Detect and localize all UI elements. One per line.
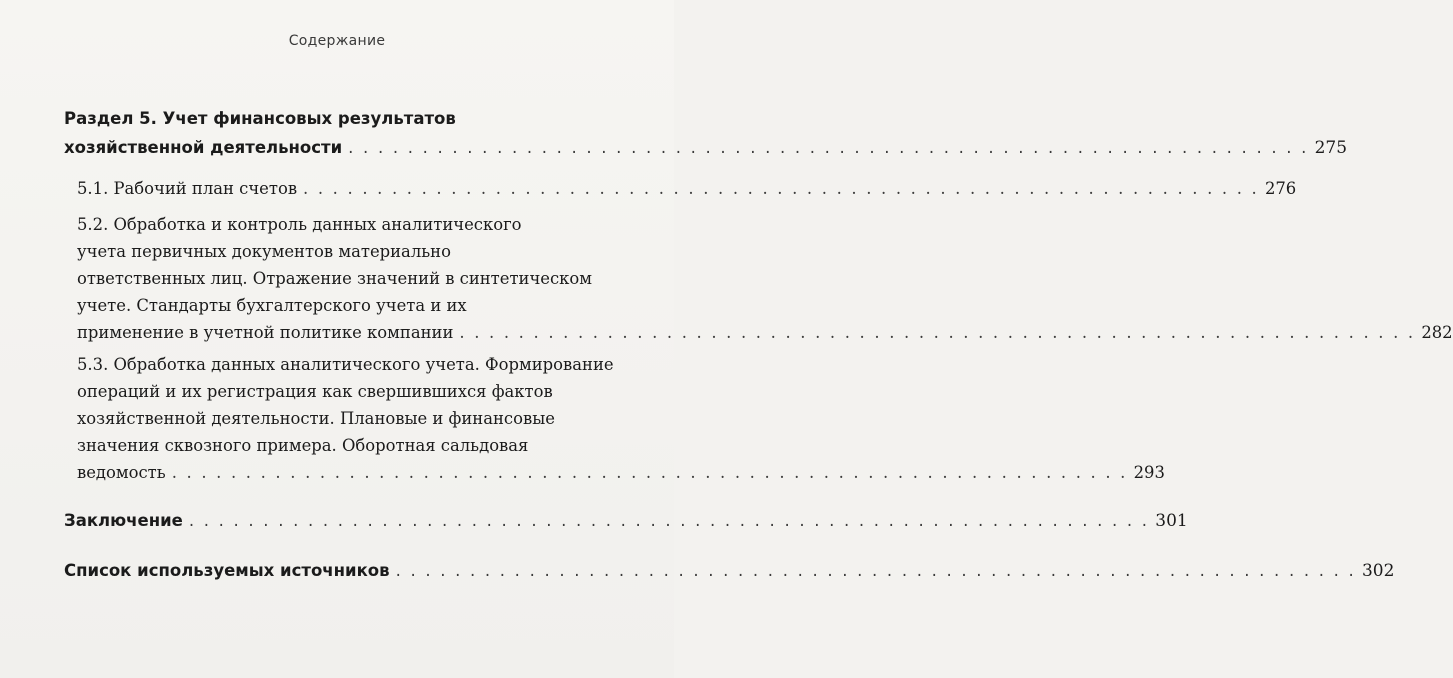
toc-page-number: 293 (1133, 463, 1165, 482)
toc-entry-title-line: учете. Стандарты бухгалтерского учета и их (77, 296, 467, 315)
toc-entry-5-2[interactable] (64, 211, 1453, 346)
toc-entry-title-line: хозяйственной деятельности (64, 138, 343, 157)
toc-entry-leader-row (77, 459, 1165, 486)
toc-page-number: 282 (1421, 323, 1453, 342)
toc-entry-title-line: 5.1. Рабочий план счетов (77, 179, 298, 198)
toc-entry-title-line: Список используемых источников (64, 561, 390, 580)
toc-entry-title-line: Заключение (64, 511, 183, 530)
toc-entry-title-line: 5.3. Обработка данных аналитического учета. Формирование (77, 355, 614, 374)
toc-entry-leader-row (64, 556, 1395, 586)
toc-entry-leader-row (64, 506, 1188, 536)
dot-leader: . . . . . . . . . . . . . . . . . . . . . . . . . . . . . . . . . . . . . . . . . . . . . . . . . . . . . . . . . . . . . . . . . (188, 511, 1150, 530)
table-of-contents (64, 104, 1453, 586)
dot-leader: . . . . . . . . . . . . . . . . . . . . . . . . . . . . . . . . . . . . . . . . . . . . . . . . . . . . . . . . . . . . . . . . . (395, 561, 1356, 580)
toc-entry-title-line: применение в учетной политике компании (77, 323, 454, 342)
toc-entry-conclusion[interactable] (64, 506, 1188, 536)
toc-entry-sources[interactable] (64, 556, 1395, 586)
toc-entry-title-line: ответственных лиц. Отражение значений в синтетическом (77, 269, 593, 288)
toc-entry-title-line: значения сквозного примера. Оборотная сальдовая (77, 436, 529, 455)
toc-entry-5-3[interactable] (64, 351, 1165, 486)
toc-entry-title-line: хозяйственной деятельности. Плановые и финансовые (77, 409, 555, 428)
toc-entry-5-1[interactable] (64, 175, 1297, 202)
toc-page-number: 276 (1264, 179, 1297, 198)
toc-entry-leader-row (77, 319, 1453, 346)
toc-entry-title-line: учета первичных документов материально (77, 242, 451, 261)
dot-leader: . . . . . . . . . . . . . . . . . . . . . . . . . . . . . . . . . . . . . . . . . . . . . . . . . . . . . . . . . . . . . . . . . (171, 463, 1128, 482)
toc-page-number: 301 (1155, 511, 1188, 531)
toc-entry-title-line: 5.2. Обработка и контроль данных аналитического (77, 215, 522, 234)
toc-entry-leader-row (64, 133, 1348, 163)
toc-entry-title-line: Раздел 5. Учет финансовых результатов (64, 109, 456, 128)
toc-entry-leader-row (77, 175, 1297, 202)
dot-leader: . . . . . . . . . . . . . . . . . . . . . . . . . . . . . . . . . . . . . . . . . . . . . . . . . . . . . . . . . . . . . . . . . (303, 179, 1259, 198)
toc-page-number: 275 (1314, 138, 1348, 158)
dot-leader: . . . . . . . . . . . . . . . . . . . . . . . . . . . . . . . . . . . . . . . . . . . . . . . . . . . . . . . . . . . . . . . . . (459, 323, 1416, 342)
toc-entry-title-line: операций и их регистрация как свершившихся фактов (77, 382, 553, 401)
dot-leader: . . . . . . . . . . . . . . . . . . . . . . . . . . . . . . . . . . . . . . . . . . . . . . . . . . . . . . . . . . . . . . . . . (348, 138, 1309, 157)
running-head-title: Содержание (288, 33, 386, 49)
toc-entry-section-5[interactable] (64, 104, 1348, 163)
toc-entry-title-line: ведомость (77, 463, 166, 482)
toc-page-number: 302 (1361, 561, 1395, 581)
